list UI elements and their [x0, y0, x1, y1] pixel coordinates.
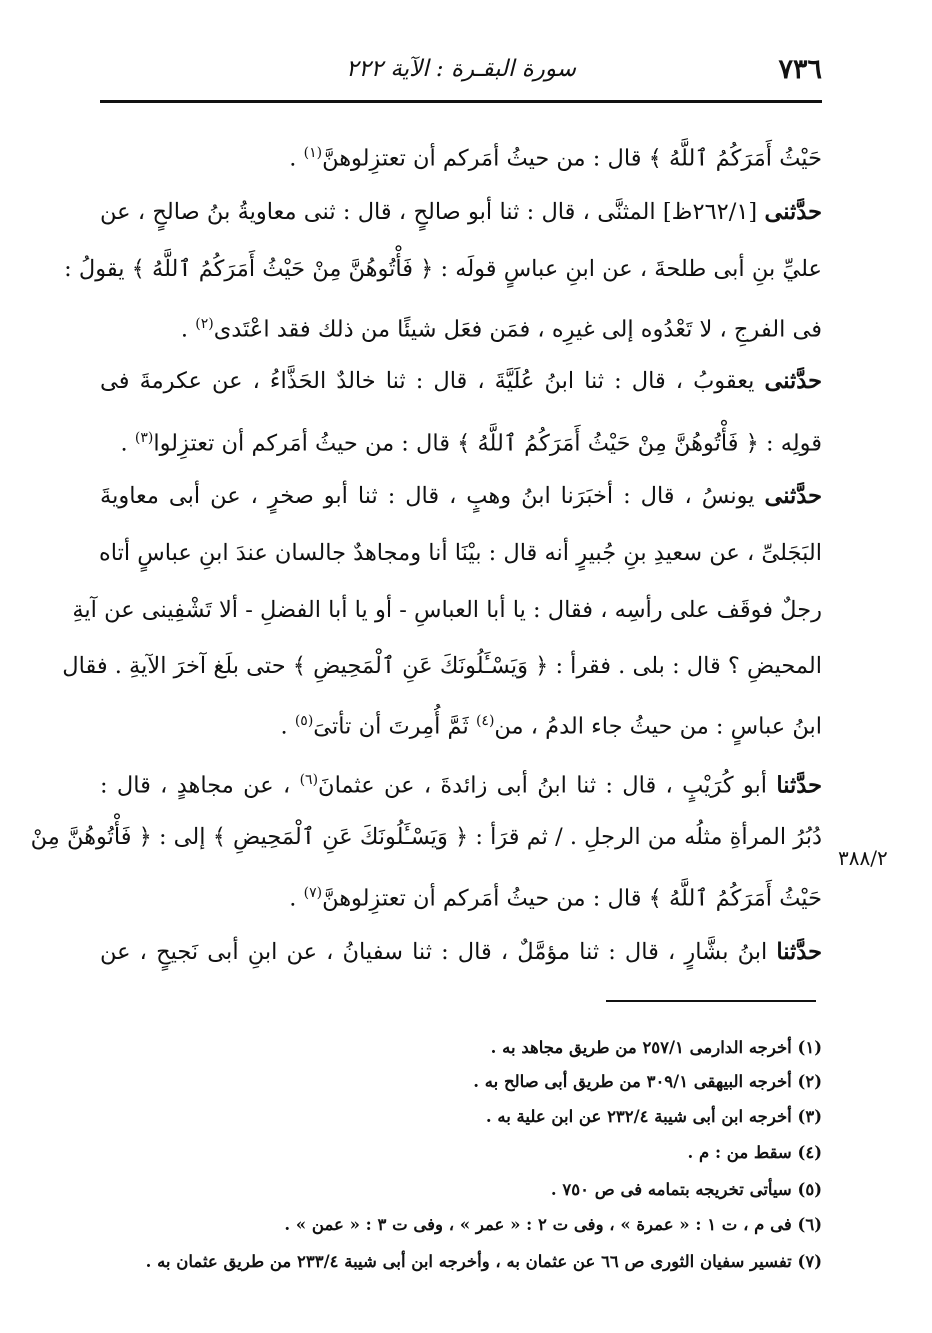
text-run: ابنُ بشَّارٍ ، قال : ثنا مؤمَّلٌ ، قال : ثنا سفيانُ ، عن ابنِ أبى نَجيحٍ ، عن [100, 939, 777, 965]
text-run: يعقوبُ ، قال : ثنا ابنُ عُلَيَّةَ ، قال : ثنا خالدٌ الحَذَّاءُ ، عن عكرمةَ فى [100, 368, 765, 394]
text-run: فى الفرجِ ، لا تَعْدُوه إلى غيرِه ، فمَن فعَل شيئًا من ذلك فقد اعْتَدى [213, 316, 822, 343]
text-line [100, 706, 822, 742]
footnote-marker: (٥) [294, 713, 314, 729]
footnote-marker: (٢) [195, 316, 214, 332]
text-run: رجلٌ فوقَف على رأسِه ، فقال : يا أبا العباسِ - أو يا أبا الفضلِ - ألا تَشْفِينى عن آيةِ [72, 597, 822, 623]
isnad-keyword: حدَّثنا [776, 939, 822, 965]
text-run: ابنُ عباسٍ : من حيثُ جاء الدمُ ، من [494, 713, 822, 740]
text-line [100, 366, 822, 396]
footnote: (١) أخرجه الدارمى ٢٥٧/١ من طريق مجاهد به . [490, 1038, 822, 1057]
isnad-keyword: حدَّثنى [764, 199, 822, 225]
text-line [30, 822, 822, 852]
footnote: (٣) أخرجه ابن أبى شيبة ٢٣٢/٤ عن ابن علية به . [485, 1107, 822, 1126]
text-line [100, 138, 822, 174]
text-run: حَيْثُ أَمَرَكُمُ ٱللَّهُ ﴾ قال : من حيثُ أمَركم أن تعتزِلوهنَّ [322, 885, 822, 912]
footnote-marker: (١) [303, 145, 323, 161]
text-line [100, 309, 822, 345]
text-run: [٢٦٢/١ظ] المثنَّى ، قال : ثنا أبو صالحٍ ، قال : ثنى معاويةُ بنُ صالحٍ ، عن [100, 199, 765, 225]
footnote-marker: (٤) [475, 713, 495, 729]
text-run: أبو كُرَيْبٍ ، قال : ثنا ابنُ أبى زائدةَ ، عن عثمانَ [318, 772, 777, 799]
text-line [100, 423, 822, 459]
text-run: قولِه : ﴿ فَأْتُوهُنَّ مِنْ حَيْثُ أَمَرَكُمُ ٱللَّهُ ﴾ قال : من حيثُ أمَركم أن تعتزِلوا [153, 430, 822, 457]
footnote: (٦) فى م ، ت ١ : « عمرة » ، وفى ت ٢ : « عمر » ، وفى ت ٣ : « عمن » . [284, 1215, 822, 1234]
page-header [100, 52, 822, 92]
text-run: دُبُرُ المرأةِ مثلُه من الرجلِ . / ثم قرَأ : ﴿ وَيَسْـَٔلُونَكَ عَنِ ٱلْمَحِيضِ ﴾ إلى : ﴿ فَأْتُوهُنَّ مِنْ [30, 824, 822, 850]
text-line [62, 651, 822, 681]
text-line [100, 937, 822, 967]
text-line [100, 481, 822, 511]
running-title: سورة البقـرة : الآية ٢٢٢ [345, 56, 577, 82]
text-run: البَجَلىِّ ، عن سعيدِ بنِ جُبيرٍ أنه قال : بيْنَا أنا ومجاهدٌ جالسان عندَ ابنِ عباسٍ أتاه [98, 540, 822, 566]
footnote-marker: (٧) [303, 885, 323, 901]
text-run: . [289, 885, 304, 912]
text-line [100, 765, 822, 801]
footnote-marker: (٦) [299, 772, 319, 788]
text-run: ثَمَّ أُمِرتَ أن تأتىَ [313, 713, 476, 740]
text-run: . [180, 316, 196, 343]
text-line [100, 538, 822, 568]
text-line [72, 595, 822, 625]
text-line [100, 197, 822, 227]
text-run: . [280, 713, 295, 740]
header-rule [100, 100, 822, 103]
footnote: (٧) تفسير سفيان الثورى ص ٦٦ عن عثمان به ، وأخرجه ابن أبى شيبة ٢٣٣/٤ من طريق عثمان به . [145, 1252, 822, 1271]
isnad-keyword: حدَّثنى [764, 368, 822, 394]
page-number: ٧٣٦ [778, 54, 822, 85]
footnote: (٢) أخرجه البيهقى ٣٠٩/١ من طريق أبى صالح به . [473, 1072, 822, 1091]
text-line [64, 254, 822, 284]
text-line [100, 878, 822, 914]
isnad-keyword: حدَّثنى [764, 483, 822, 509]
isnad-keyword: حدَّثنا [776, 772, 822, 799]
text-run: حَيْثُ أَمَرَكُمُ ٱللَّهُ ﴾ قال : من حيثُ أمَركم أن تعتزِلوهنَّ [322, 145, 822, 172]
footnote: (٥) سيأتى تخريجه بتمامه فى ص ٧٥٠ . [550, 1180, 822, 1199]
margin-volume-page-ref: ٣٨٨/٢ [838, 846, 888, 870]
text-run: . [120, 430, 135, 457]
text-run: يونسُ ، قال : أخبَرَنا ابنُ وهبٍ ، قال : ثنا أبو صخرٍ ، عن أبى معاويةَ [100, 483, 765, 509]
text-run: المحيضِ ؟ قال : بلى . فقرأ : ﴿ وَيَسْـَٔلُونَكَ عَنِ ٱلْمَحِيضِ ﴾ حتى بلَغ آخرَ الآيةِ . فقال [62, 653, 822, 679]
footnote-separator [606, 1000, 816, 1002]
footnote-marker: (٣) [134, 430, 154, 446]
text-run: عليِّ بنِ أبى طلحةَ ، عن ابنِ عباسٍ قولَه : ﴿ فَأْتُوهُنَّ مِنْ حَيْثُ أَمَرَكُمُ ٱللَّهُ ﴾ يقولُ : [64, 256, 822, 282]
text-run: . [289, 145, 304, 172]
footnote: (٤) سقط من : م . [687, 1143, 822, 1162]
text-run: ، عن مجاهدٍ ، قال : [100, 772, 300, 799]
